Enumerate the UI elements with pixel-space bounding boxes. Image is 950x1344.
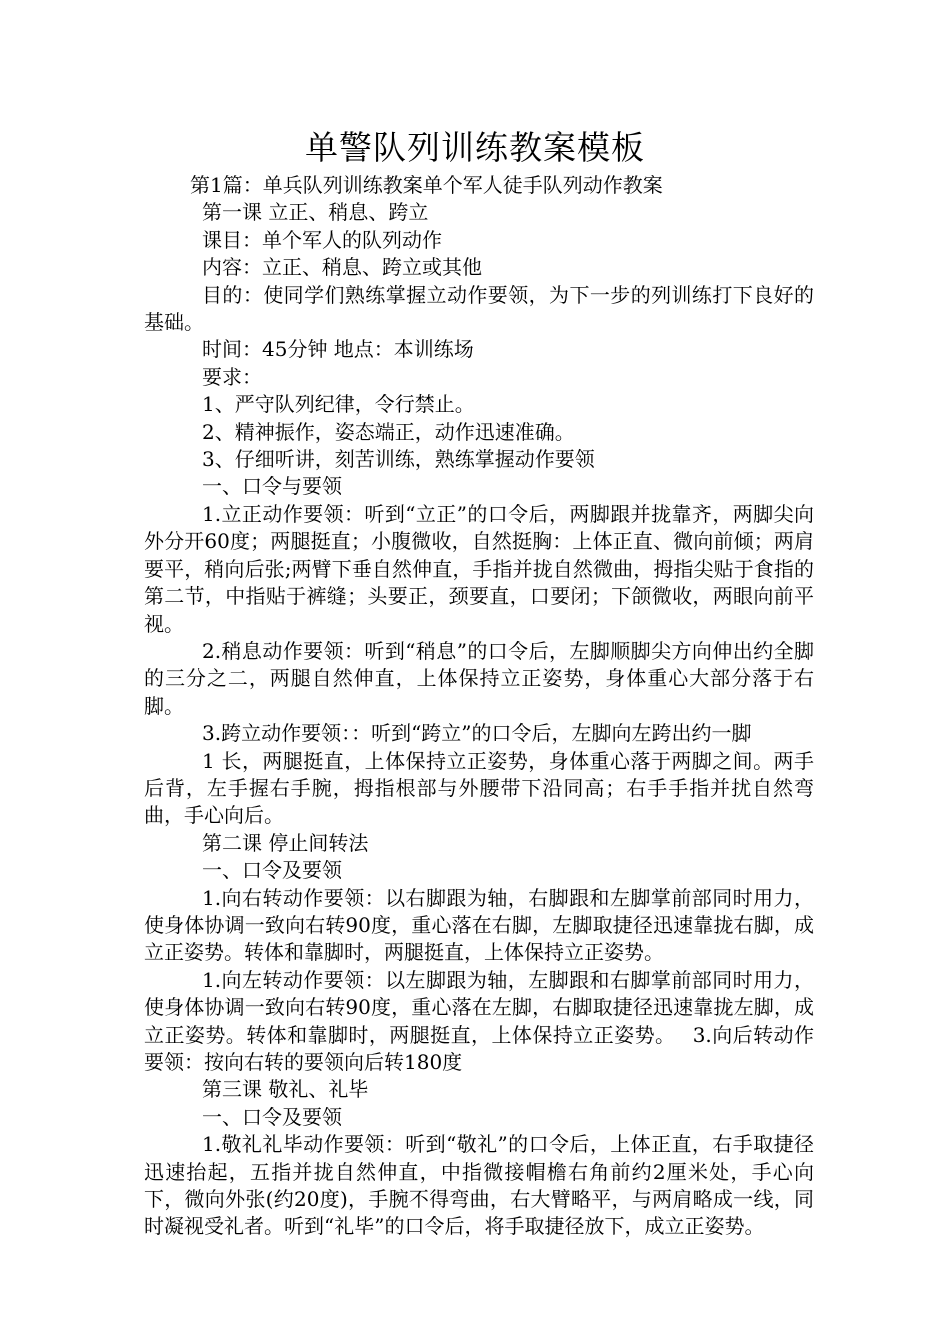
paragraph: 3、仔细听讲，刻苦训练，熟练掌握动作要领	[202, 447, 595, 472]
section-heading: 第二课 停止间转法	[202, 830, 369, 855]
paragraph: 2.稍息动作要领：听到“稍息”的口令后，左脚顺脚尖方向伸出约全脚的三分之二，两腿自然伸直，上体保持立正姿势，身体重心大部分落于右脚。	[144, 638, 814, 718]
paragraph: 内容：立正、稍息、跨立或其他	[202, 255, 482, 280]
paragraph: 1 长，两腿挺直，上体保持立正姿势，身体重心落于两脚之间。两手后背，左手握右手腕，拇指根部与外腰带下沿同高；右手手指并扰自然弯曲，手心向后。	[144, 748, 814, 828]
paragraph: 1、严守队列纪律，令行禁止。	[202, 392, 475, 417]
paragraph: 3.跨立动作要领：：听到“跨立”的口令后，左脚向左跨出约一脚	[202, 721, 752, 746]
paragraph: 时间：45分钟 地点：本训练场	[202, 337, 474, 362]
paragraph: 1.立正动作要领：听到“立正”的口令后，两脚跟并拢靠齐，两脚尖向外分开60度；两腿挺直；小腹微收，自然挺胸：上体正直、微向前倾；两肩要平，稍向后张;两臂下垂自然伸直，手指并拢自然微曲，拇指尖贴于食指的第二节，中指贴于裤缝；头要正，颈要直，口要闭；下颌微收，两眼向前平视。	[144, 501, 814, 636]
section-heading: 一、口令与要领	[202, 474, 342, 499]
paragraph: 目的：使同学们熟练掌握立动作要领，为下一步的列训练打下良好的基础。	[144, 282, 814, 335]
paragraph: 课目：单个军人的队列动作	[202, 227, 442, 252]
paragraph: 2、精神振作，姿态端正，动作迅速准确。	[202, 419, 575, 444]
paragraph: 1.向右转动作要领：以右脚跟为轴，右脚跟和左脚掌前部同时用力，使身体协调一致向右转90度，重心落在右脚，左脚取捷径迅速靠拢右脚，成立正姿势。转体和靠脚时，两腿挺直，上体保持立正姿势。	[144, 885, 814, 965]
paragraph: 第1篇：单兵队列训练教案单个军人徒手队列动作教案	[190, 173, 663, 197]
section-heading: 第一课 立正、稍息、跨立	[202, 200, 429, 225]
section-heading: 一、口令及要领	[202, 858, 342, 883]
paragraph: 1.向左转动作要领：以左脚跟为轴，左脚跟和右脚掌前部同时用力，使身体协调一致向右转90度，重心落在左脚，右脚取捷径迅速靠拢左脚，成立正姿势。转体和靠脚时，两腿挺直，上体保持立正姿势。 3.向后转动作要领：按向右转的要领向后转180度	[144, 967, 814, 1074]
document-body	[144, 172, 814, 1241]
section-heading: 第三课 敬礼、礼毕	[202, 1077, 369, 1102]
section-heading: 一、口令及要领	[202, 1104, 342, 1129]
paragraph: 要求：	[202, 364, 262, 389]
paragraph: 1.敬礼礼毕动作要领：听到“敬礼”的口令后，上体正直，右手取捷径迅速抬起，五指并拢自然伸直，中指微接帽檐右角前约2厘米处，手心向下，微向外张(约20度)，手腕不得弯曲，右大臂略平，与两肩略成一线，同时凝视受礼者。听到“礼毕”的口令后，将手取捷径放下，成立正姿势。	[144, 1132, 814, 1239]
document-title: 单警队列训练教案模板	[305, 128, 645, 167]
